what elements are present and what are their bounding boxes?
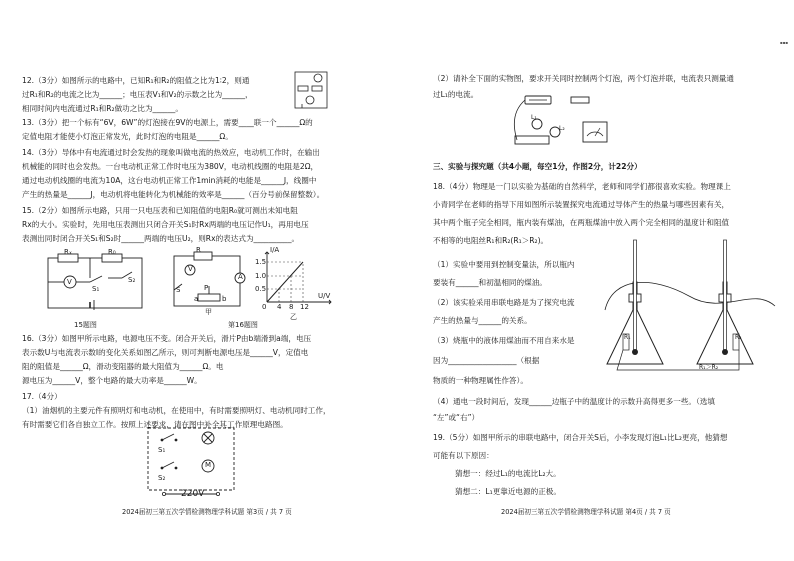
q18-line-12: （4）通电一段时间后，发现______边瓶子中的温度计的示数升高得更多一些。（选填 xyxy=(433,397,715,406)
q18-line-4: 不相等的电阻丝R₁和R₂(R₁＞R₂)。 xyxy=(433,236,549,245)
q18-line-9: （3）烧瓶中的液体用煤油而不用自来水是 xyxy=(433,336,575,345)
q17-heading: 17.（4分） xyxy=(22,392,62,401)
left-page-footer: 2024届初三第五次学情检测物理学科试题 第3页 / 共 7 页 xyxy=(122,508,292,516)
q18-line-3: 其中两个瓶子完全相同，瓶内装有煤油，在两瓶煤油中放入两个完全相同的温度计和阻值 xyxy=(433,218,730,227)
fig16-yi-graph xyxy=(255,248,335,310)
fig16-label-s: S xyxy=(176,286,181,294)
q17-line-2: 有时需要它们各自独立工作。按照上述要求，请在图中补全其工作原理电路图。 xyxy=(22,420,288,429)
q16-line-3: 阻的阻值是______Ω，滑动变阻器的最大阻值为______Ω。电 xyxy=(22,362,224,371)
fig18-relation: R₁＞R₂ xyxy=(699,364,719,371)
fig18-flasks xyxy=(593,236,781,376)
fig15-caption: 15题图 xyxy=(74,321,97,329)
q17-2-physical-circuit xyxy=(507,94,611,148)
q12-line-2: 过R₁和R₂的电流之比为______；电压表V₁和V₂的示数之比为______， xyxy=(22,90,253,99)
fig16-x-tick-8: 8 xyxy=(289,303,294,311)
q17-line-1: （1）油烟机的主要元件有照明灯和电动机，在使用中，有时需要照明灯、电动机同时工作， xyxy=(22,406,331,415)
fig17-label-s2: S₂ xyxy=(158,474,166,482)
fig16-caption: 第16题图 xyxy=(228,321,258,329)
q14-line-4: 产生的热量是______J，电动机将电能转化为机械能的效率是______（百分号前保留整数）。 xyxy=(22,190,325,199)
q19-line-2: 可能有以下原因： xyxy=(433,451,494,460)
fig16-label-a-end: a xyxy=(194,295,199,303)
q18-line-13: “左”或“右”） xyxy=(433,413,480,422)
q19-line-3: 猜想一：经过L₁的电流比L₂大。 xyxy=(455,469,561,478)
q12-line-1: 12.（3分）如图所示的电路中，已知R₁和R₂的阻值之比为1∶2，则通 xyxy=(22,76,250,85)
q15-line-3: 表测出同时闭合开关S₁和S₂时______两端的电压U₂，则Rx的表达式为__________。 xyxy=(22,234,300,243)
q16-line-4: 源电压为______V，整个电路的最大功率是______W。 xyxy=(22,376,202,385)
q17-2-label-l1: L₁ xyxy=(531,114,537,121)
q18-line-1: 18.（4分）物理是一门以实验为基础的自然科学，老师和同学们都很喜欢实验。物理课上 xyxy=(433,182,731,191)
q18-line-5: （1）实验中要用到控制变量法，所以瓶内 xyxy=(433,260,575,269)
fig16-y-tick-1-0: 1.0 xyxy=(255,272,267,280)
fig16-y-tick-1-5: 1.5 xyxy=(255,258,267,266)
q18-line-11: 物质的一种物理属性作答）。 xyxy=(433,376,528,385)
q18-line-10: 因为__________________（根据 xyxy=(433,356,540,365)
fig16-label-v: V xyxy=(188,265,193,273)
fig16-y-axis-label: I/A xyxy=(270,246,280,254)
fig16-label-r: R xyxy=(196,246,201,254)
fig15-label-r0: R₀ xyxy=(108,248,116,256)
q18-line-2: 小青同学在老师的指导下用如图所示装置探究电流通过导体产生的热量与哪些因素有关， xyxy=(433,200,730,209)
q17-2-label-l2: L₂ xyxy=(559,125,565,132)
fig17-label-s1: S₁ xyxy=(158,446,166,454)
q13-line-2: 定值电阻才能使小灯泡正常发光，此时灯泡的电阻是______Ω。 xyxy=(22,132,233,141)
q12-line-3: 相同时间内电流通过R₁和R₂做功之比为______。 xyxy=(22,104,183,113)
fig16-label-p: P xyxy=(204,284,209,292)
q15-line-2: Rx的大小。实验时，先用电压表测出只闭合开关S₁时Rx两端的电压记作U₁，再用电压 xyxy=(22,220,309,229)
fig17-label-motor: M xyxy=(205,461,212,469)
fig15-label-s1: S₁ xyxy=(92,285,100,293)
q19-line-4: 猜想二：L₁更靠近电源的正极。 xyxy=(455,487,561,496)
fig18-label-r2: R₂ xyxy=(735,334,742,341)
corner-mark: ▪▪▪ xyxy=(779,40,788,45)
fig16-label-a: A xyxy=(238,273,243,281)
right-page-footer: 2024届初三第五次学情检测物理学科试题 第4页 / 共 7 页 xyxy=(501,508,671,516)
fig15-label-rx: Rₓ xyxy=(64,248,72,256)
fig16-label-yi: 乙 xyxy=(290,313,297,321)
fig16-y-tick-0-5: 0.5 xyxy=(255,285,267,293)
q15-line-1: 15.（2分）如图所示电路，只用一只电压表和已知阻值的电阻R₀就可测出未知电阻 xyxy=(22,206,298,215)
q17-2-line-2: 过L₁的电流。 xyxy=(433,90,479,99)
fig16-x-axis-label: U/V xyxy=(318,292,331,300)
q16-line-2: 表示数U与电流表示数I的变化关系如图乙所示，则可判断电源电压是______V，定值电 xyxy=(22,348,309,357)
q16-line-1: 16.（3分）如图甲所示电路，电源电压不变。闭合开关后，滑片P由b端滑到a端，电压 xyxy=(22,334,312,343)
q18-line-8: 产生的热量与______的关系。 xyxy=(433,316,532,325)
q14-line-1: 14.（3分）导体中有电流通过时会发热的现象叫做电流的热效应，电动机工作时，在输出 xyxy=(22,148,320,157)
fig16-x-tick-12: 12 xyxy=(300,303,309,311)
fig15-label-s2: S₂ xyxy=(128,276,136,284)
fig16-label-jia: 甲 xyxy=(205,308,212,316)
q14-line-2: 机械能的同时也会发热。一台电动机正常工作时电压为380V，电动机线圈的电阻是2Ω， xyxy=(22,162,319,171)
fig16-x-tick-0: 0 xyxy=(262,303,267,311)
q19-line-1: 19.（5分）如图甲所示的串联电路中，闭合开关S后，小李发现灯泡L₁比L₂更亮，他猜想 xyxy=(433,433,728,442)
q18-line-6: 要装有______和初温相同的煤油。 xyxy=(433,278,547,287)
fig18-label-r1: R₁ xyxy=(624,334,631,341)
q18-line-7: （2）该实验采用串联电路是为了探究电流 xyxy=(433,298,575,307)
fig16-label-b-end: b xyxy=(222,295,227,303)
fig16-jia-circuit xyxy=(168,250,248,314)
q12-circuit-figure xyxy=(292,70,330,110)
q13-line-1: 13.（3分）把一个标有“6V，6W”的灯泡接在9V的电源上，需要____联一个______Ω的 xyxy=(22,118,313,127)
section-3-heading: 三、实验与探究题（共4小题，每空1分，作图2分，计22分） xyxy=(433,162,642,171)
fig17-voltage: 220V xyxy=(181,489,205,499)
q17-2-line-1: （2）请补全下面的实物图，要求开关同时控制两个灯泡，两个灯泡并联，电流表只测量通 xyxy=(433,74,734,83)
right-page xyxy=(397,0,794,561)
q14-line-3: 通过电动机线圈的电流为10A，这台电动机正常工作1min消耗的电能是______J，线圈中 xyxy=(22,176,317,185)
fig15-label-v: V xyxy=(67,278,72,286)
fig16-x-tick-4: 4 xyxy=(277,303,282,311)
